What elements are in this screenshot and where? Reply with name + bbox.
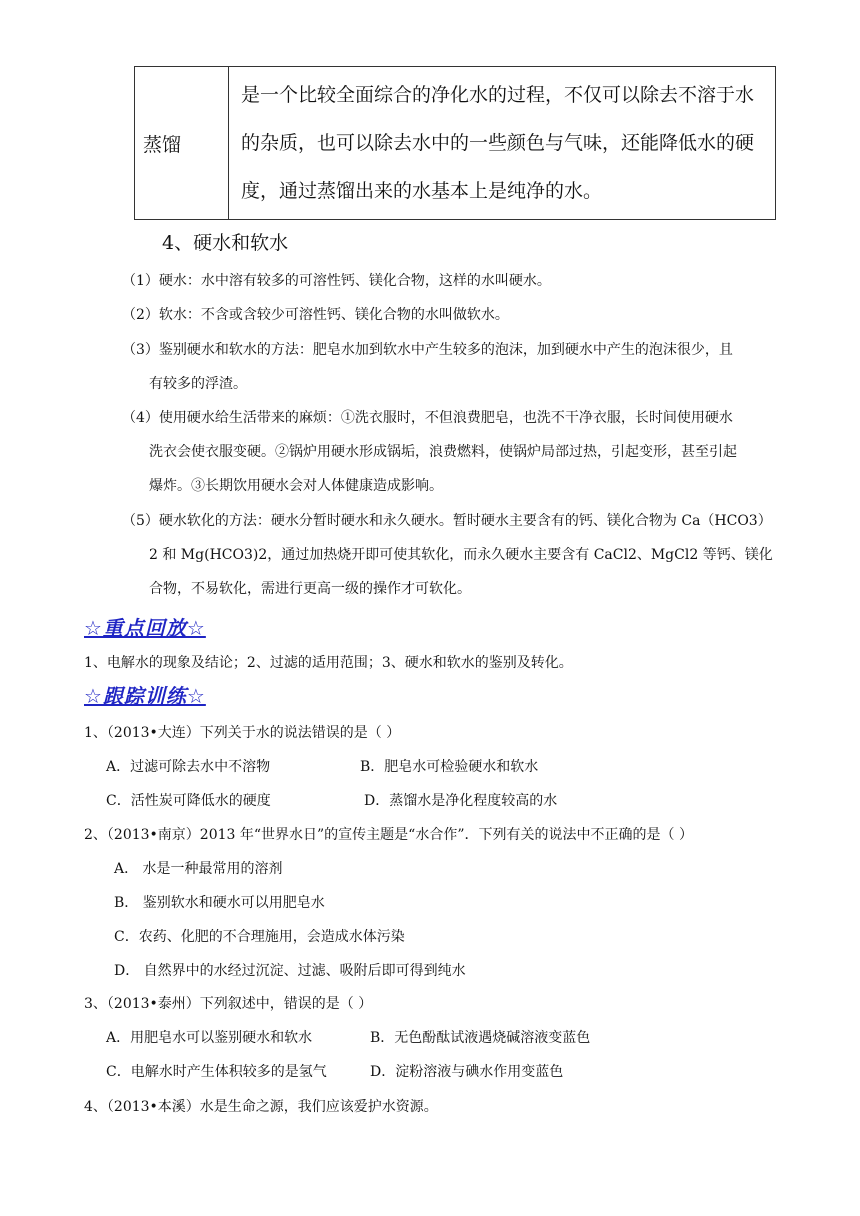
distillation-table bbox=[134, 66, 776, 220]
paragraph-line: （1）硬水：水中溶有较多的可溶性钙、镁化合物，这样的水叫硬水。 bbox=[122, 273, 551, 289]
question-stem: 3、（2013•泰州）下列叙述中，错误的是（ ） bbox=[84, 996, 373, 1012]
paragraph-line: （4）使用硬水给生活带来的麻烦：①洗衣服时，不但浪费肥皂，也洗不干净衣服，长时间使用硬水 bbox=[122, 410, 733, 426]
question-option: A．过滤可除去水中不溶物 bbox=[106, 759, 271, 775]
paragraph-line: 2 和 Mg(HCO3)2，通过加热烧开即可使其软化，而永久硬水主要含有 CaCl2、MgCl2 等钙、镁化 bbox=[149, 547, 773, 563]
question-option: D．淀粉溶液与碘水作用变蓝色 bbox=[370, 1064, 564, 1080]
question-stem: 4、（2013•本溪）水是生命之源，我们应该爱护水资源。 bbox=[84, 1099, 438, 1115]
table-label-cell: 蒸馏 bbox=[135, 67, 229, 220]
practice-heading: ☆跟踪训练☆ bbox=[84, 684, 206, 708]
question-option: C．电解水时产生体积较多的是氢气 bbox=[106, 1064, 327, 1080]
paragraph-line: （2）软水：不含或含较少可溶性钙、镁化合物的水叫做软水。 bbox=[122, 307, 509, 323]
table-row bbox=[135, 67, 776, 220]
paragraph-line: 洗衣会使衣服变硬。②锅炉用硬水形成锅垢，浪费燃料，使锅炉局部过热，引起变形，甚至引起 bbox=[149, 444, 737, 460]
table-description-cell: 是一个比较全面综合的净化水的过程，不仅可以除去不溶于水的杂质，也可以除去水中的一些颜色与气味，还能降低水的硬度，通过蒸馏出来的水基本上是纯净的水。 bbox=[229, 67, 776, 220]
question-stem: 2、（2013•南京）2013 年“世界水日”的宣传主题是“水合作”．下列有关的说法中不正确的是（ ） bbox=[84, 827, 693, 843]
question-option: D． 自然界中的水经过沉淀、过滤、吸附后即可得到纯水 bbox=[114, 963, 466, 979]
question-option: A．用肥皂水可以鉴别硬水和软水 bbox=[106, 1030, 313, 1046]
paragraph-line: （5）硬水软化的方法：硬水分暂时硬水和永久硬水。暂时硬水主要含有的钙、镁化合物为 Ca（HCO3） bbox=[122, 513, 772, 529]
question-option: A． 水是一种最常用的溶剂 bbox=[114, 861, 283, 877]
review-text: 1、电解水的现象及结论；2、过滤的适用范围；3、硬水和软水的鉴别及转化。 bbox=[84, 655, 573, 671]
section-heading-hard-soft-water: 4、硬水和软水 bbox=[162, 232, 289, 254]
question-option: D．蒸馏水是净化程度较高的水 bbox=[364, 793, 558, 809]
question-stem: 1、（2013•大连）下列关于水的说法错误的是（ ） bbox=[84, 725, 401, 741]
paragraph-line: 有较多的浮渣。 bbox=[149, 376, 247, 392]
paragraph-line: （3）鉴别硬水和软水的方法：肥皂水加到软水中产生较多的泡沫，加到硬水中产生的泡沫很少，且 bbox=[122, 342, 733, 358]
question-option: C．农药、化肥的不合理施用，会造成水体污染 bbox=[114, 929, 405, 945]
review-heading: ☆重点回放☆ bbox=[84, 616, 206, 640]
question-option: B．无色酚酞试液遇烧碱溶液变蓝色 bbox=[370, 1030, 591, 1046]
question-option: B． 鉴别软水和硬水可以用肥皂水 bbox=[114, 895, 325, 911]
question-option: B．肥皂水可检验硬水和软水 bbox=[360, 759, 539, 775]
question-option: C．活性炭可降低水的硬度 bbox=[106, 793, 271, 809]
paragraph-line: 爆炸。③长期饮用硬水会对人体健康造成影响。 bbox=[149, 478, 443, 494]
paragraph-line: 合物，不易软化，需进行更高一级的操作才可软化。 bbox=[149, 581, 471, 597]
